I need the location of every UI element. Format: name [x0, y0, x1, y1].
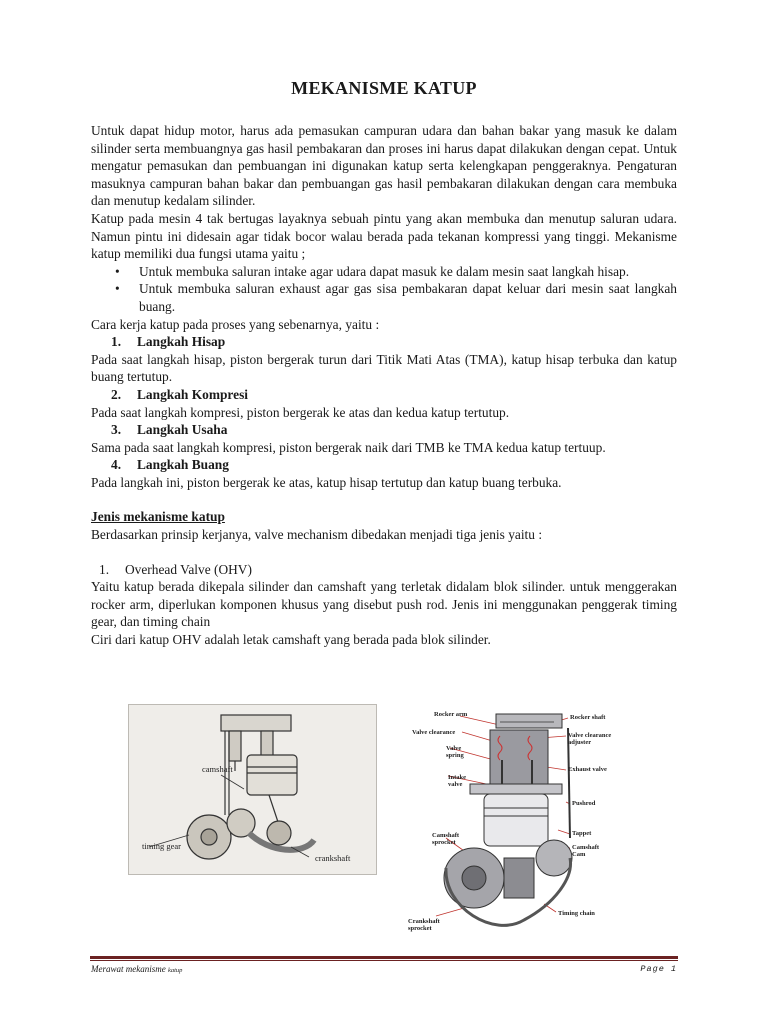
ohv-engine-figure	[128, 704, 377, 875]
ohv-paragraph-1: Yaitu katup berada dikepala silinder dan camshaft yang terletak didalam blok silinder. untuk menggerakan rocker arm, diperlukan komponen khusus yang disebut push rod. Jenis ini menggunakan penggerak timing gear, dan timing chain	[91, 579, 677, 630]
step-heading-kompresi: 2. Langkah Kompresi	[111, 386, 248, 402]
function-item: • Untuk membuka saluran intake agar udara dapat masuk ke dalam mesin saat langkah hisap.	[139, 263, 677, 281]
step-heading-hisap: 1. Langkah Hisap	[111, 334, 226, 350]
page-title: MEKANISME KATUP	[291, 78, 477, 98]
function-list	[91, 263, 677, 316]
valve-spring-label: Valve spring	[446, 745, 464, 759]
camshaft-sprocket-label: Camshaft sprocket	[432, 832, 460, 846]
step-text-usaha: Sama pada saat langkah kompresi, piston bergerak naik dari TMB ke TMA kedua katup tertuup.	[91, 439, 606, 455]
process-intro: Cara kerja katup pada proses yang sebenarnya, yaitu :	[91, 316, 380, 332]
step-heading-buang: 4. Langkah Buang	[111, 457, 229, 473]
step-heading-usaha: 3. Langkah Usaha	[111, 422, 228, 438]
intro-paragraph-1: Untuk dapat hidup motor, harus ada pemasukan campuran udara dan bahan bakar yang masuk ke dalam silinder serta membuangnya gas hasil pembakaran dan proses ini harus dapat dilakukan dengan cepat. Untuk mengatur pemasukan dan pembuangan ini digunakan katup serta kelengkapan penggeraknya. Pengaturan masuknya campuran bahan bakar dan pembuangan gas hasil pembakaran dilakukan dengan cara membuka dan menutup kedalam silinder.	[91, 123, 677, 209]
intake-valve-label: Intake valve	[448, 774, 467, 788]
exhaust-valve-label: Exhaust valve	[568, 766, 607, 773]
step-text-hisap: Pada saat langkah hisap, piston bergerak turun dari Titik Mati Atas (TMA), katup hisap terbuka dan katup buang tertutup.	[91, 351, 677, 385]
ohv-cutaway-figure	[404, 708, 644, 940]
footer-title: Merawat mekanisme katup	[91, 964, 183, 974]
crankshaft-label: crankshaft	[315, 853, 351, 863]
page-number: Page 1	[640, 964, 677, 974]
camshaft-label: camshaft	[202, 764, 233, 774]
tappet-label: Tappet	[572, 830, 592, 837]
intro-paragraph-2: Katup pada mesin 4 tak bertugas layaknya sebuah pintu yang akan membuka dan menutup saluran udara. Namun pintu ini didesain agar tidak bocor walau berada pada tekanan kompressi yang tinggi. Mekanisme katup memiliki dua fungsi utama yaitu ;	[91, 210, 677, 262]
footer-rule-thin	[90, 960, 678, 961]
function-item: • Untuk membuka saluran exhaust agar gas sisa pembakaran dapat keluar dari mesin saat langkah buang.	[139, 280, 677, 315]
rocker-arm-label: Rocker arm	[434, 711, 468, 718]
section-intro: Berdasarkan prinsip kerjanya, valve mechanism dibedakan menjadi tiga jenis yaitu :	[91, 527, 543, 543]
valve-clearance-adjuster-label: Valve clearance adjuster	[568, 732, 612, 746]
timing-gear-label: timing gear	[142, 841, 181, 851]
valve-clearance-label: Valve clearance	[412, 729, 456, 736]
pushrod-label: Pushrod	[572, 800, 596, 807]
timing-chain-label: Timing chain	[558, 910, 595, 917]
ohv-paragraph-2: Ciri dari katup OHV adalah letak camshaft yang berada pada blok silinder.	[91, 632, 491, 648]
rocker-shaft-label: Rocker shaft	[570, 714, 606, 721]
camshaft-cam-label: Camshaft Cam	[572, 844, 600, 858]
step-text-kompresi: Pada saat langkah kompresi, piston bergerak ke atas dan kedua katup tertutup.	[91, 404, 510, 420]
section-heading: Jenis mekanisme katup	[91, 509, 225, 525]
crankshaft-sprocket-label: Crankshaft sprocket	[408, 918, 440, 932]
step-text-buang: Pada langkah ini, piston bergerak ke atas, katup hisap tertutup dan katup buang terbuka.	[91, 474, 562, 490]
footer-rule	[90, 956, 678, 959]
document-body	[91, 122, 677, 649]
ohv-item: 1. Overhead Valve (OHV)	[99, 561, 252, 577]
